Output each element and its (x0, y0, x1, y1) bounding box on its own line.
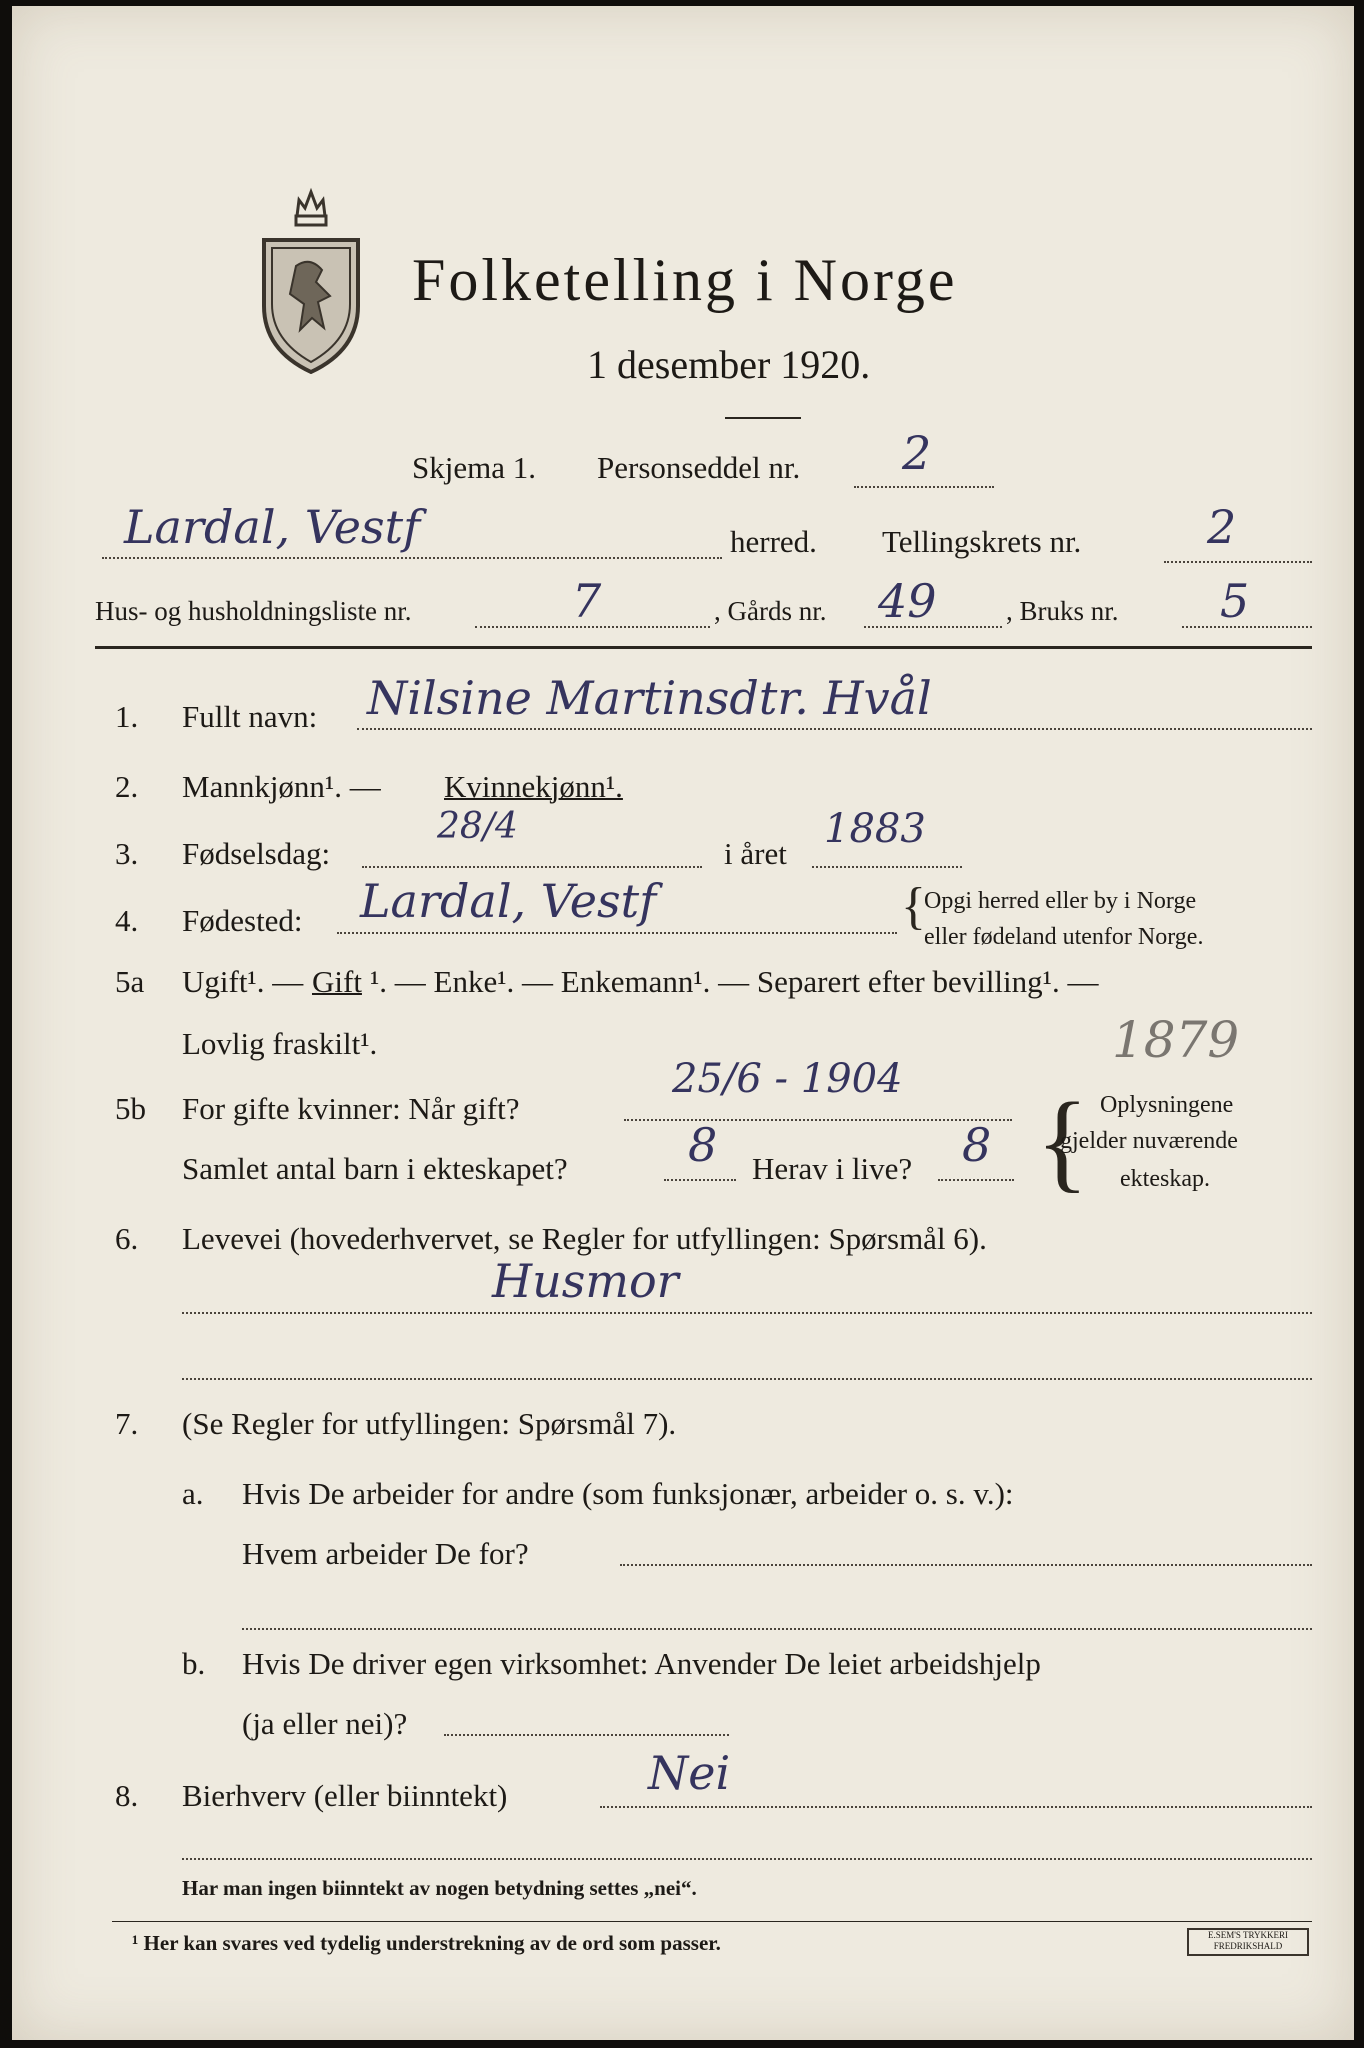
occupation-value[interactable]: Husmor (492, 1254, 679, 1308)
q1-label: Fullt navn: (182, 699, 318, 734)
q7b-question: (ja eller nei)? (242, 1706, 408, 1741)
q4-label: Fødested: (182, 903, 303, 938)
q3-number: 3. (115, 836, 139, 871)
printer-stamp: E.SEM'S TRYKKERI FREDRIKSHALD (1187, 1928, 1309, 1956)
form-title: Folketelling i Norge (412, 247, 958, 313)
q8-label: Bierhverv (eller biinntekt) (182, 1778, 508, 1813)
marriage-date-value[interactable]: 25/6 - 1904 (672, 1056, 903, 1102)
marital-options[interactable]: ¹. — Enke¹. — Enkemann¹. — Separert efter bevilling¹. — (370, 964, 1099, 999)
census-form: Folketelling i Norge 1 desember 1920. Skjema 1. Personseddel nr. 2 Lardal, Vestf herred. Tellingskrets nr. 2 Hus- og husholdningsliste nr. 7 , Gårds nr. 49 , Bruks nr. 5 1. Fullt navn: Nilsine Martinsdtr. Hvål 2. Mannkjønn¹. — Kvinnekjønn¹. 3. Fødselsdag: 28/4 i året 1883 4. Fødested: Lardal, Vestf { Opgi herred eller by i Norge eller fødeland utenfor Norge. 5a Ugift¹. — Gift ¹. — Enke¹. — Enkemann¹. — Separert efter bevilling¹. — Lovlig fraskilt¹. 1879 5b For gifte kvinner: Når gift? 25/6 - 1904 Samlet antal barn i ekteskapet? 8 Herav i live? 8 { Oplysningene gjelder nuværende ekteskap. 6. Levevei (hovederhvervet, se Regler for utfyllingen: Spørsmål 6). Husmor 7. (Se Regler for utfyllingen: Spørsmål 7). a. Hvis De arbeider for andre (som funksjonær, arbeider o. s. v.): Hvem arbeider De for? b. Hvis De driver egen virksomhet: Anvender De leiet arbeidshjelp (ja eller nei)? 8. Bierhverv (eller biinntekt) Nei Har man ingen biinntekt av nogen betydning settes „nei“. ¹ Her kan svares ved tydelig understrekning av de ord som passer. E.SEM'S TRYKKERI FREDRIKSHALD (12, 6, 1354, 2040)
ugift-option[interactable]: Ugift¹. — (182, 964, 304, 999)
bruks-label: , Bruks nr. (1006, 596, 1119, 626)
personseddel-value[interactable]: 2 (902, 426, 932, 480)
skjema-label: Skjema 1. (412, 450, 536, 485)
footnote: ¹ Her kan svares ved tydelig understrekning av de ord som passer. (132, 1931, 721, 1955)
title-divider (725, 417, 801, 419)
birth-year-value[interactable]: 1883 (824, 806, 926, 852)
hus-label: Hus- og husholdningsliste nr. (95, 596, 412, 626)
q3-label: Fødselsdag: (182, 836, 331, 871)
marriage-note-3: ekteskap. (1120, 1166, 1210, 1192)
footer-note: Har man ingen biinntekt av nogen betydning settes „nei“. (182, 1876, 697, 1900)
fraskilt-option[interactable]: Lovlig fraskilt¹. (182, 1026, 378, 1061)
coat-of-arms-icon (252, 178, 370, 374)
q5a-number: 5a (115, 964, 145, 999)
birthplace-value[interactable]: Lardal, Vestf (360, 874, 657, 928)
herred-label: herred. (730, 524, 817, 559)
q1-number: 1. (115, 699, 139, 734)
alive-value[interactable]: 8 (962, 1118, 992, 1172)
hired-help-field[interactable] (444, 1734, 729, 1736)
alive-label: Herav i live? (752, 1151, 913, 1186)
gift-option[interactable]: Gift (312, 964, 362, 999)
mannkjonn-option[interactable]: Mannkjønn¹. — (182, 769, 381, 804)
q7a-text: Hvis De arbeider for andre (som funksjonær, arbeider o. s. v.): (242, 1476, 1014, 1511)
kvinnekjonn-option[interactable]: Kvinnekjønn¹. (444, 769, 623, 804)
hus-value[interactable]: 7 (572, 574, 602, 628)
q5b-label: For gifte kvinner: Når gift? (182, 1091, 520, 1126)
q7-number: 7. (115, 1406, 139, 1441)
year-label: i året (724, 836, 787, 871)
gards-label: , Gårds nr. (714, 596, 827, 626)
header-rule (95, 646, 1312, 649)
personseddel-label: Personseddel nr. (597, 450, 801, 485)
birthdate-value[interactable]: 28/4 (437, 806, 518, 847)
q5b-number: 5b (115, 1091, 146, 1126)
full-name-value[interactable]: Nilsine Martinsdtr. Hvål (367, 671, 932, 725)
employer-field[interactable] (620, 1564, 1312, 1566)
q2-number: 2. (115, 769, 139, 804)
herred-value[interactable]: Lardal, Vestf (124, 500, 421, 554)
q7b-text: Hvis De driver egen virksomhet: Anvender De leiet arbeidshjelp (242, 1646, 1041, 1681)
birthplace-note-2: eller fødeland utenfor Norge. (924, 924, 1204, 950)
bruks-value[interactable]: 5 (1220, 574, 1250, 628)
children-label: Samlet antal barn i ekteskapet? (182, 1151, 568, 1186)
birthplace-note-1: Opgi herred eller by i Norge (924, 888, 1197, 914)
gards-value[interactable]: 49 (878, 574, 937, 628)
marriage-note-2: gjelder nuværende (1060, 1128, 1238, 1154)
side-income-value[interactable]: Nei (648, 1746, 731, 1800)
tellingskrets-value[interactable]: 2 (1207, 500, 1237, 554)
q7a-question: Hvem arbeider De for? (242, 1536, 529, 1571)
tellingskrets-label: Tellingskrets nr. (882, 524, 1082, 559)
q7b-letter: b. (182, 1646, 206, 1681)
q7-label: (Se Regler for utfyllingen: Spørsmål 7). (182, 1406, 677, 1441)
q4-number: 4. (115, 903, 139, 938)
q6-number: 6. (115, 1221, 139, 1256)
q8-number: 8. (115, 1778, 139, 1813)
marriage-note-1: Oplysningene (1100, 1092, 1234, 1118)
children-value[interactable]: 8 (688, 1118, 718, 1172)
q7a-letter: a. (182, 1476, 204, 1511)
form-date: 1 desember 1920. (587, 342, 871, 387)
pencil-note: 1879 (1112, 1011, 1240, 1069)
q6-label: Levevei (hovederhvervet, se Regler for utfyllingen: Spørsmål 6). (182, 1221, 987, 1256)
